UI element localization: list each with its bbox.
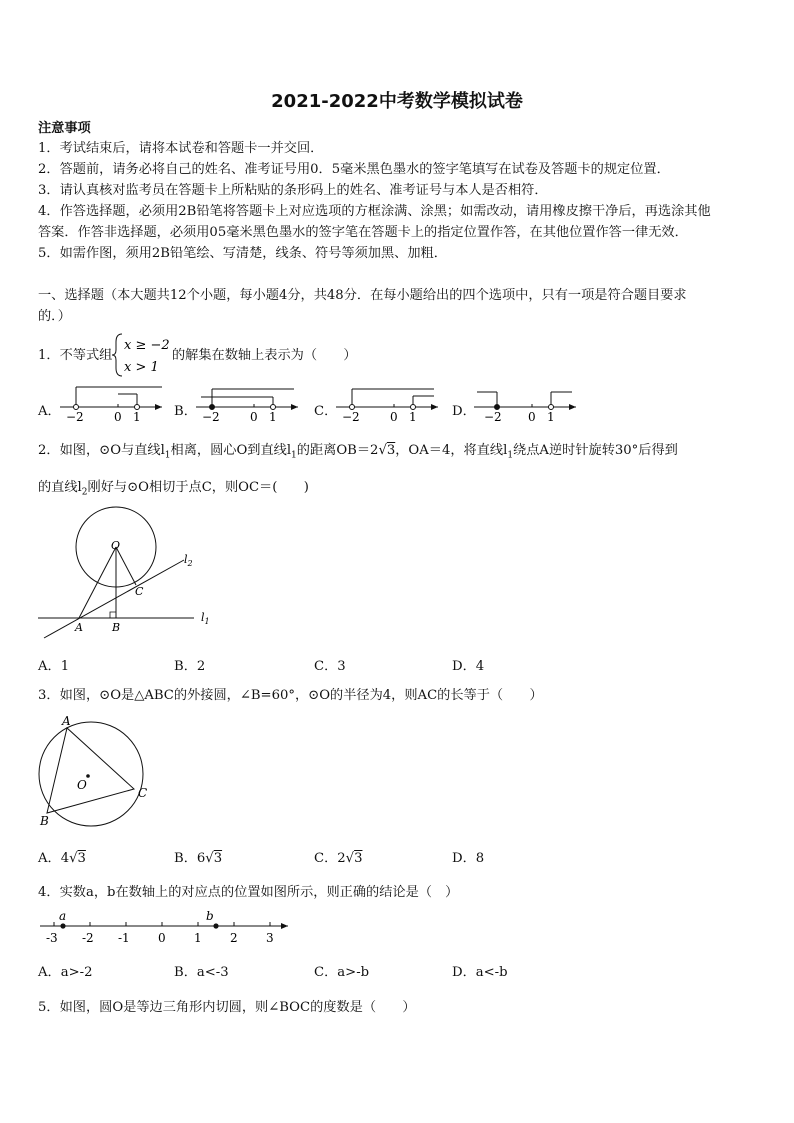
notice-item: 1．考试结束后，请将本试卷和答题卡一并交回． (38, 141, 324, 156)
q2-text-part: 刚好与⊙O相切于点C，则OC＝( ) (87, 480, 309, 495)
q1-option-c-numberline (334, 385, 444, 425)
option-label: B．6 (174, 851, 206, 866)
option-label: A．4 (38, 851, 70, 866)
notice-item: 5．如需作图，须用2B铅笔绘、写清楚，线条、符号等须加黑、加粗． (38, 246, 447, 261)
q3-figure (36, 712, 154, 830)
tick-label: 1 (194, 931, 202, 945)
q2-option-a: A．1 (38, 659, 70, 674)
q1-option-c-label: C． (314, 404, 338, 419)
q1-option-a-numberline (58, 385, 168, 425)
label-l2 (184, 553, 193, 568)
tick-label: -1 (118, 931, 130, 945)
tick-label: 0 (250, 410, 258, 424)
tick-label: 1 (547, 410, 555, 424)
tick-label: 1 (133, 410, 141, 424)
q1-prefix: 1．不等式组 (38, 348, 113, 363)
q4-option-b: B．a<-3 (174, 965, 229, 980)
label-a: A (75, 621, 83, 634)
label-a: A (62, 714, 71, 728)
label-b: B (112, 621, 121, 634)
page-title: 2021-2022中考数学模拟试卷 (271, 91, 523, 112)
subscript: 1 (291, 450, 297, 461)
notice-item: 2．答题前，请务必将自己的姓名、准考证号用0．5毫米黑色墨水的签字笔填写在试卷及答题卡的规定位置． (38, 162, 670, 177)
label-b: b (206, 909, 214, 923)
radicand: 3 (77, 851, 86, 866)
tick-label: 2 (230, 931, 238, 945)
label-l1-sub: 1 (204, 617, 210, 626)
q3-option-a (38, 847, 86, 866)
q1-option-a-label: A． (38, 404, 61, 419)
q2-option-b: B．2 (174, 659, 206, 674)
tick-label: 0 (158, 931, 166, 945)
q2-text-part: 2．如图，⊙O与直线l (38, 443, 165, 458)
radicand: 3 (354, 851, 363, 866)
tick-label: -3 (46, 931, 58, 945)
q2-text-part: 绕点A逆时针旋转30°后得到 (513, 443, 678, 458)
label-o: O (77, 778, 87, 792)
q1-option-d-numberline (472, 385, 582, 425)
q5-text: 5．如图，圆O是等边三角形内切圆，则∠BOC的度数是（ ） (38, 1000, 416, 1015)
q2-text-part: 相离，圆心O到直线l (170, 443, 292, 458)
q2-figure (36, 505, 226, 640)
subscript: 1 (507, 450, 514, 461)
q2-text-line1 (38, 441, 678, 466)
q1-ineq1: x ≥ −2 (124, 338, 170, 353)
q4-numberline (38, 906, 294, 946)
q2-text-part: 的直线l (38, 480, 82, 495)
label-o: O (111, 539, 121, 552)
subscript: 2 (81, 487, 88, 498)
label-l1 (201, 611, 210, 626)
tick-label: −2 (342, 410, 360, 424)
tick-label: 0 (114, 410, 122, 424)
tick-label: −2 (484, 410, 502, 424)
sqrt-symbol: √ (69, 851, 78, 866)
label-a: a (59, 909, 67, 923)
q1-inequality-system (112, 332, 172, 378)
sqrt-symbol: √ (205, 851, 214, 866)
q1-ineq2: x > 1 (124, 360, 159, 375)
label-c: C (138, 786, 148, 800)
q3-option-b (174, 847, 222, 866)
q1-option-d-label: D． (452, 404, 476, 419)
q3-option-c (314, 847, 362, 866)
tick-label: 0 (390, 410, 398, 424)
section-heading-line2: 的．） (38, 309, 71, 324)
label-c: C (135, 585, 144, 598)
radicand: 3 (386, 443, 396, 458)
q4-option-c: C．a>-b (314, 965, 370, 980)
label-l2-letter: l (184, 553, 188, 566)
tick-label: 1 (409, 410, 417, 424)
q3-option-d: D．8 (452, 851, 485, 866)
q2-text-part: 的距离OB＝2 (296, 443, 379, 458)
notice-heading: 注意事项 (38, 121, 91, 136)
sqrt-symbol: √ (378, 443, 387, 458)
tick-label: −2 (202, 410, 220, 424)
q2-option-d: D．4 (452, 659, 485, 674)
notice-item: 3．请认真核对监考员在答题卡上所粘贴的条形码上的姓名、准考证号与本人是否相符． (38, 183, 548, 198)
notice-item: 4．作答选择题，必须用2B铅笔将答题卡上对应选项的方框涂满、涂黑；如需改动，请用橡皮擦干净后，再选涂其他 (38, 204, 711, 219)
label-b: B (40, 814, 49, 828)
sqrt-symbol: √ (345, 851, 355, 866)
tick-label: 3 (266, 931, 274, 945)
q4-option-d: D．a<-b (452, 965, 508, 980)
tick-label: 1 (269, 410, 277, 424)
q2-text-part: ，OA＝4，将直线l (395, 443, 508, 458)
label-l2-sub: 2 (187, 559, 193, 568)
q1-suffix: 的解集在数轴上表示为（ ） (172, 348, 357, 363)
q1-option-b-numberline (194, 385, 304, 425)
tick-label: −2 (66, 410, 84, 424)
q2-text-line2 (38, 478, 309, 503)
label-l1-letter: l (201, 611, 205, 624)
section-heading-line1: 一、选择题（本大题共12个小题，每小题4分，共48分．在每小题给出的四个选项中，只有一项是符合题目要求 (38, 288, 687, 303)
notice-item: 答案．作答非选择题，必须用05毫米黑色墨水的签字笔在答题卡上的指定位置作答，在其他位置作答一律无效． (38, 225, 688, 240)
radicand: 3 (213, 851, 223, 866)
subscript: 1 (164, 450, 171, 461)
q4-text: 4．实数a，b在数轴上的对应点的位置如图所示，则正确的结论是（ ） (38, 885, 459, 900)
option-label: C．2 (314, 851, 346, 866)
q1-option-b-label: B． (174, 404, 197, 419)
tick-label: 0 (528, 410, 536, 424)
q2-option-c: C．3 (314, 659, 346, 674)
tick-label: -2 (82, 931, 94, 945)
q3-text: 3．如图，⊙O是△ABC的外接圆，∠B=60°，⊙O的半径为4，则AC的长等于（ ） (38, 688, 543, 703)
q4-option-a: A．a>-2 (38, 965, 93, 980)
